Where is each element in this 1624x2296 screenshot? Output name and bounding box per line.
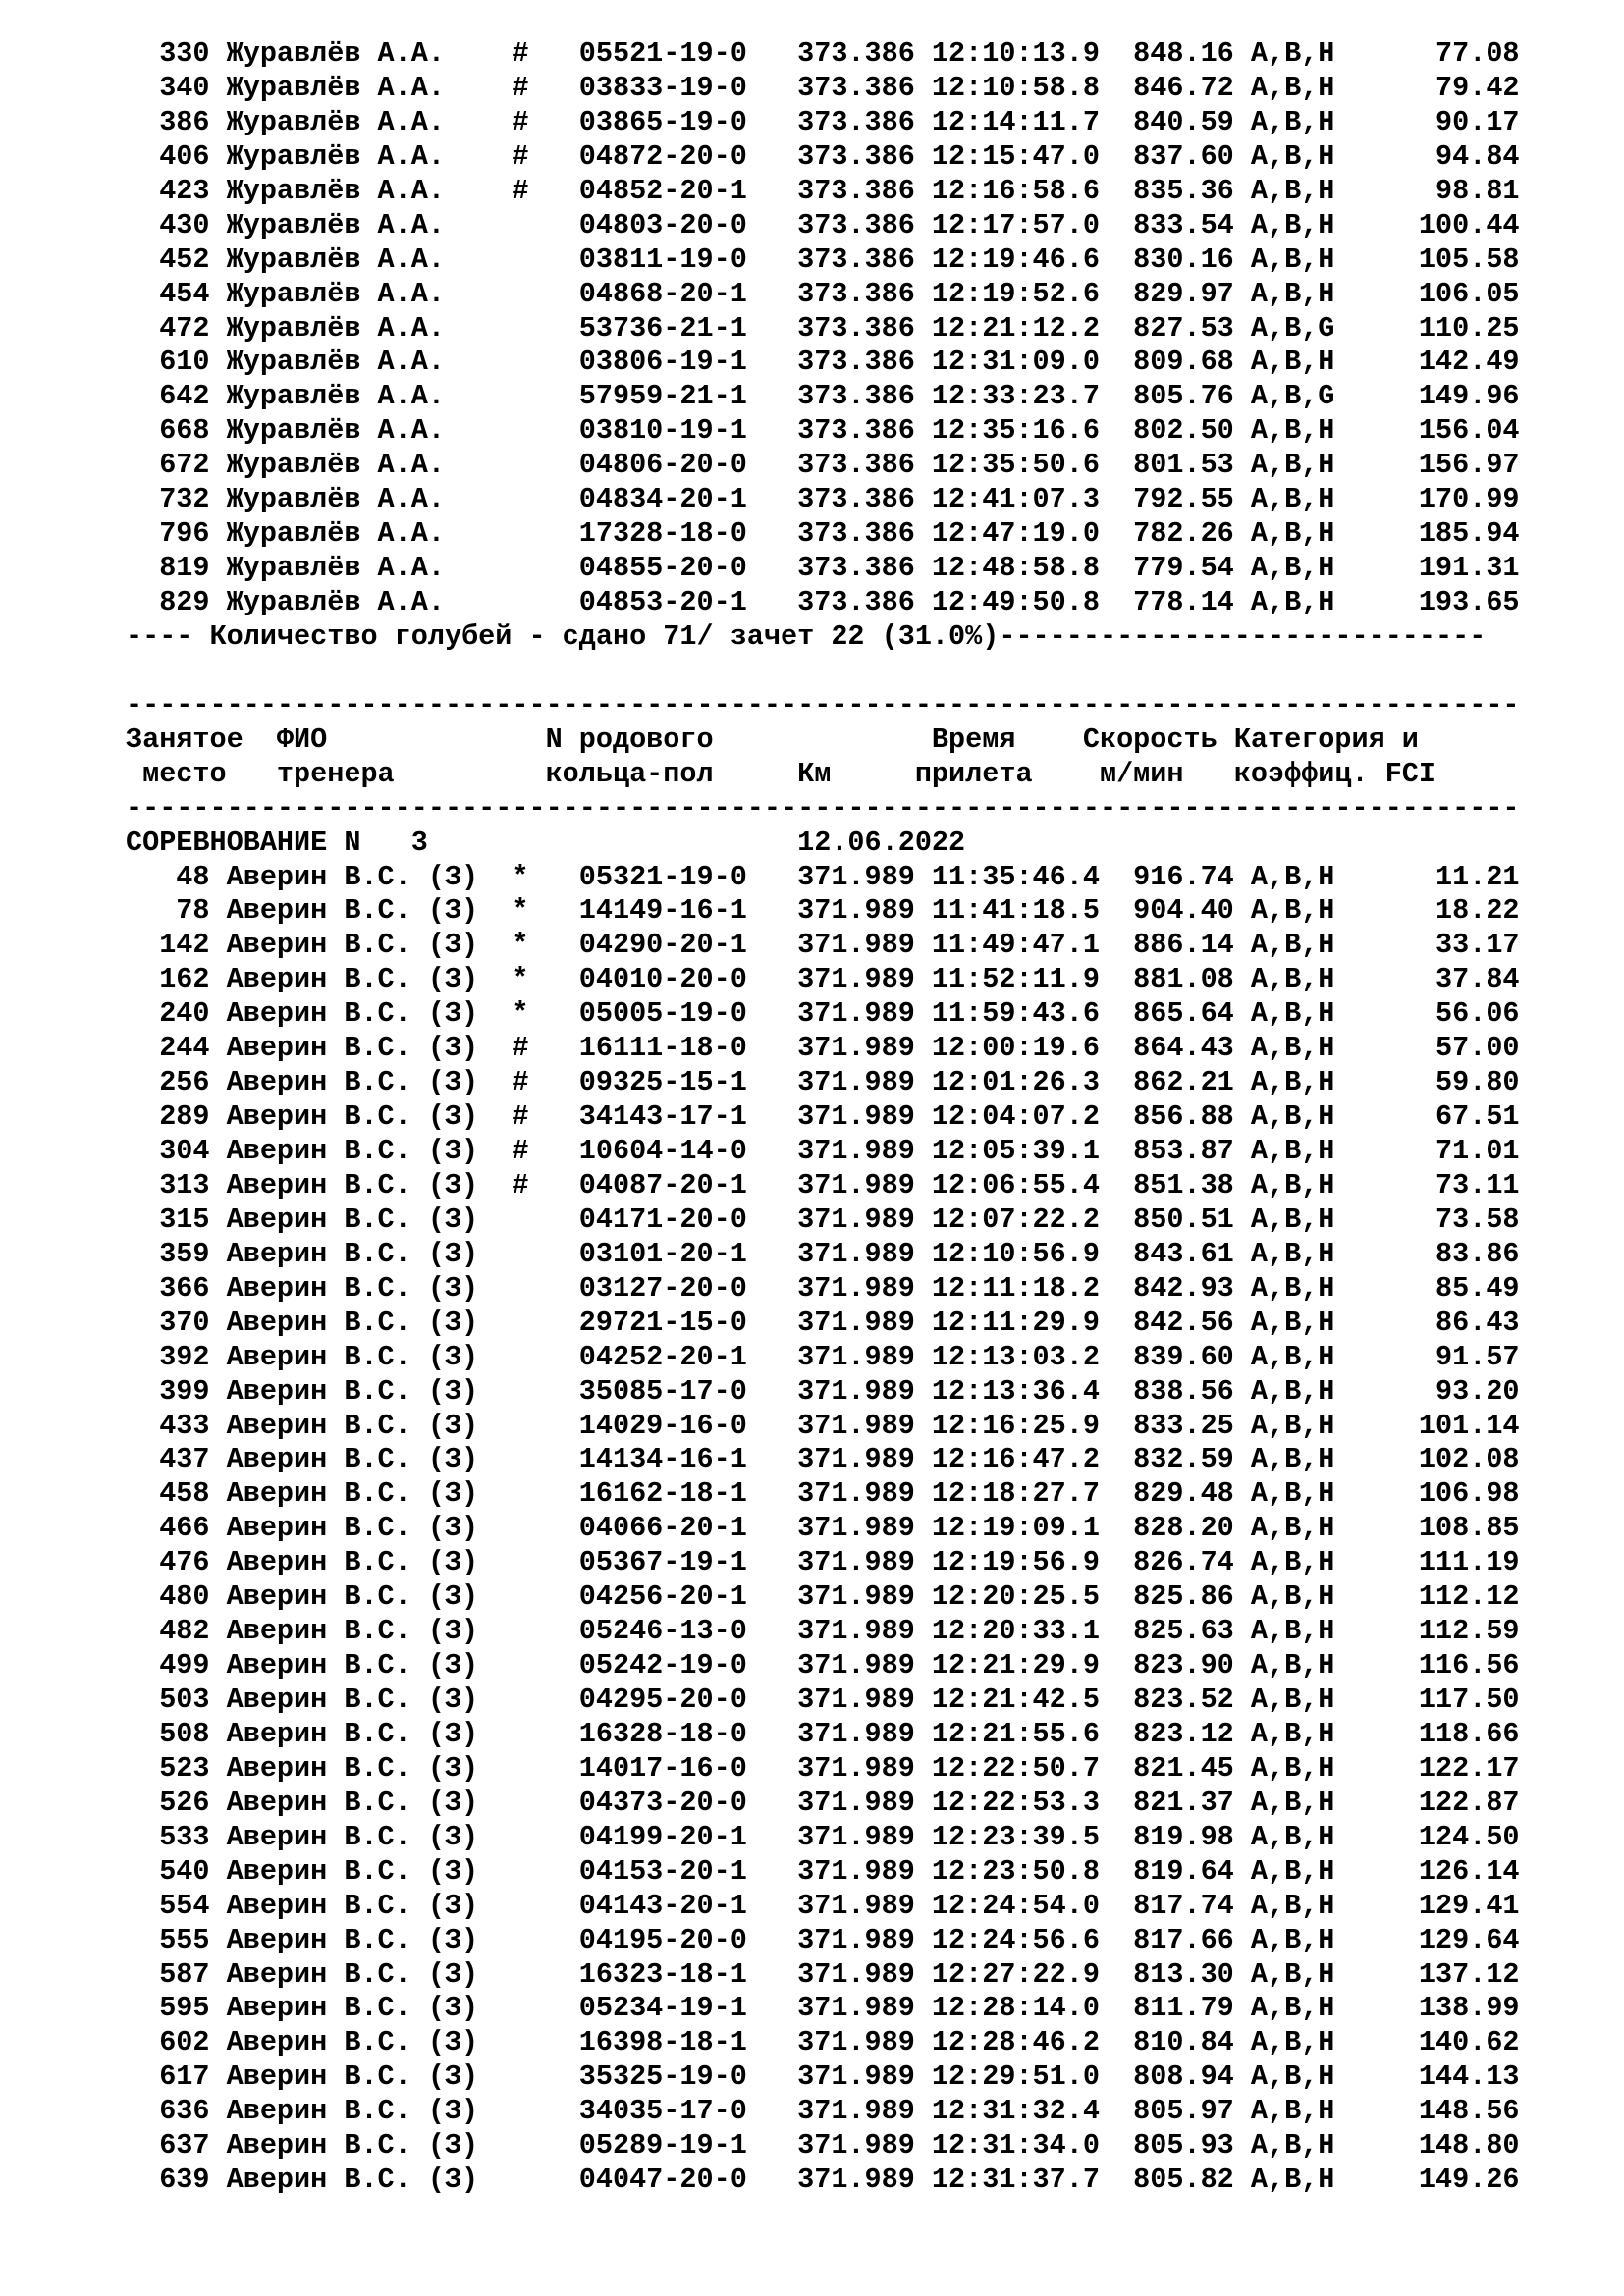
- result-row: 162 Аверин В.С. (З) * 04010-20-0 371.989 11:52:11.9 881.08 A,B,H 37.84: [126, 963, 1520, 996]
- result-row: 587 Аверин В.С. (З) 16323-18-1 371.989 12:27:22.9 813.30 A,B,H 137.12: [126, 1957, 1520, 1991]
- result-row: 330 Журавлёв А.А. # 05521-19-0 373.386 12:10:13.9 848.16 A,B,H 77.08: [126, 37, 1520, 70]
- competition-title: СОРЕВНОВАНИЕ N 3 12.06.2022: [126, 826, 966, 859]
- result-row: 399 Аверин В.С. (З) 35085-17-0 371.989 12:13:36.4 838.56 A,B,H 93.20: [126, 1374, 1520, 1408]
- summary-line: ---- Количество голубей - сдано 71/ зачет 22 (31.0%)-----------------------------: [126, 619, 1487, 653]
- result-row: 508 Аверин В.С. (З) 16328-18-0 371.989 12:21:55.6 823.12 A,B,H 118.66: [126, 1717, 1520, 1750]
- result-row: 829 Журавлёв А.А. 04853-20-1 373.386 12:49:50.8 778.14 A,B,H 193.65: [126, 586, 1520, 618]
- result-row: 386 Журавлёв А.А. # 03865-19-0 373.386 12:14:11.7 840.59 A,B,H 90.17: [126, 105, 1520, 138]
- result-row: 610 Журавлёв А.А. 03806-19-1 373.386 12:31:09.0 809.68 A,B,H 142.49: [126, 346, 1520, 379]
- result-row: 672 Журавлёв А.А. 04806-20-0 373.386 12:35:50.6 801.53 A,B,H 156.97: [126, 449, 1520, 482]
- result-row: 819 Журавлёв А.А. 04855-20-0 373.386 12:48:58.8 779.54 A,B,H 191.31: [126, 552, 1520, 585]
- result-row: 555 Аверин В.С. (З) 04195-20-0 371.989 12:24:56.6 817.66 A,B,H 129.64: [126, 1923, 1520, 1956]
- result-row: 482 Аверин В.С. (З) 05246-13-0 371.989 12:20:33.1 825.63 A,B,H 112.59: [126, 1615, 1520, 1648]
- result-row: 359 Аверин В.С. (З) 03101-20-1 371.989 12:10:56.9 843.61 A,B,H 83.86: [126, 1237, 1520, 1270]
- result-row: 499 Аверин В.С. (З) 05242-19-0 371.989 12:21:29.9 823.90 A,B,H 116.56: [126, 1649, 1520, 1682]
- result-row: 540 Аверин В.С. (З) 04153-20-1 371.989 12:23:50.8 819.64 A,B,H 126.14: [126, 1854, 1520, 1888]
- result-row: 256 Аверин В.С. (З) # 09325-15-1 371.989 12:01:26.3 862.21 A,B,H 59.80: [126, 1066, 1520, 1099]
- result-row: 452 Журавлёв А.А. 03811-19-0 373.386 12:19:46.6 830.16 A,B,H 105.58: [126, 242, 1520, 276]
- result-row: 642 Журавлёв А.А. 57959-21-1 373.386 12:33:23.7 805.76 A,B,G 149.96: [126, 380, 1520, 413]
- result-row: 636 Аверин В.С. (З) 34035-17-0 371.989 12:31:32.4 805.97 A,B,H 148.56: [126, 2095, 1520, 2128]
- results-block-averin: [126, 861, 1598, 2199]
- column-header-line-1: Занятое ФИО N родового Время Скорость Категория и: [126, 722, 1419, 756]
- result-row: 617 Аверин В.С. (З) 35325-19-0 371.989 12:29:51.0 808.94 A,B,H 144.13: [126, 2060, 1520, 2094]
- result-row: 433 Аверин В.С. (З) 14029-16-0 371.989 12:16:25.9 833.25 A,B,H 101.14: [126, 1409, 1520, 1442]
- result-row: 796 Журавлёв А.А. 17328-18-0 373.386 12:47:19.0 782.26 A,B,H 185.94: [126, 517, 1520, 551]
- result-row: 78 Аверин В.С. (З) * 14149-16-1 371.989 11:41:18.5 904.40 A,B,H 18.22: [126, 894, 1520, 928]
- result-row: 437 Аверин В.С. (З) 14134-16-1 371.989 12:16:47.2 832.59 A,B,H 102.08: [126, 1443, 1520, 1476]
- column-header-line-2: место тренера кольца-пол Км прилета м/мин коэффиц. FCI: [126, 757, 1436, 790]
- results-block-zhuravlev: [126, 37, 1598, 620]
- result-row: 423 Журавлёв А.А. # 04852-20-1 373.386 12:16:58.6 835.36 A,B,H 98.81: [126, 174, 1520, 207]
- result-row: 315 Аверин В.С. (З) 04171-20-0 371.989 12:07:22.2 850.51 A,B,H 73.58: [126, 1202, 1520, 1236]
- result-row: 430 Журавлёв А.А. 04803-20-0 373.386 12:17:57.0 833.54 A,B,H 100.44: [126, 208, 1520, 241]
- result-row: 639 Аверин В.С. (З) 04047-20-0 371.989 12:31:37.7 805.82 A,B,H 149.26: [126, 2163, 1520, 2197]
- result-row: 503 Аверин В.С. (З) 04295-20-0 371.989 12:21:42.5 823.52 A,B,H 117.50: [126, 1683, 1520, 1716]
- result-row: 526 Аверин В.С. (З) 04373-20-0 371.989 12:22:53.3 821.37 A,B,H 122.87: [126, 1786, 1520, 1819]
- result-row: 142 Аверин В.С. (З) * 04290-20-1 371.989 11:49:47.1 886.14 A,B,H 33.17: [126, 929, 1520, 962]
- result-row: 340 Журавлёв А.А. # 03833-19-0 373.386 12:10:58.8 846.72 A,B,H 79.42: [126, 71, 1520, 104]
- result-row: 48 Аверин В.С. (З) * 05321-19-0 371.989 11:35:46.4 916.74 A,B,H 11.21: [126, 860, 1520, 893]
- result-row: 240 Аверин В.С. (З) * 05005-19-0 371.989 11:59:43.6 865.64 A,B,H 56.06: [126, 997, 1520, 1031]
- result-row: 392 Аверин В.С. (З) 04252-20-1 371.989 12:13:03.2 839.60 A,B,H 91.57: [126, 1340, 1520, 1373]
- result-row: 366 Аверин В.С. (З) 03127-20-0 371.989 12:11:18.2 842.93 A,B,H 85.49: [126, 1271, 1520, 1305]
- result-row: 313 Аверин В.С. (З) # 04087-20-1 371.989 12:06:55.4 851.38 A,B,H 73.11: [126, 1168, 1520, 1201]
- header-rule-bottom: -----------------------------------------------------------------------------------: [126, 791, 1520, 825]
- result-row: 637 Аверин В.С. (З) 05289-19-1 371.989 12:31:34.0 805.93 A,B,H 148.80: [126, 2129, 1520, 2163]
- header-rule-top: -----------------------------------------------------------------------------------: [126, 688, 1520, 721]
- result-row: 304 Аверин В.С. (З) # 10604-14-0 371.989 12:05:39.1 853.87 A,B,H 71.01: [126, 1135, 1520, 1167]
- results-document: [126, 37, 1598, 2198]
- result-row: 668 Журавлёв А.А. 03810-19-1 373.386 12:35:16.6 802.50 A,B,H 156.04: [126, 414, 1520, 448]
- result-row: 480 Аверин В.С. (З) 04256-20-1 371.989 12:20:25.5 825.86 A,B,H 112.12: [126, 1580, 1520, 1614]
- result-row: 732 Журавлёв А.А. 04834-20-1 373.386 12:41:07.3 792.55 A,B,H 170.99: [126, 483, 1520, 516]
- blank-spacer: [126, 655, 1598, 689]
- result-row: 454 Журавлёв А.А. 04868-20-1 373.386 12:19:52.6 829.97 A,B,H 106.05: [126, 277, 1520, 310]
- result-row: 602 Аверин В.С. (З) 16398-18-1 371.989 12:28:46.2 810.84 A,B,H 140.62: [126, 2026, 1520, 2059]
- result-row: 472 Журавлёв А.А. 53736-21-1 373.386 12:21:12.2 827.53 A,B,G 110.25: [126, 311, 1520, 345]
- result-row: 406 Журавлёв А.А. # 04872-20-0 373.386 12:15:47.0 837.60 A,B,H 94.84: [126, 139, 1520, 173]
- result-row: 523 Аверин В.С. (З) 14017-16-0 371.989 12:22:50.7 821.45 A,B,H 122.17: [126, 1751, 1520, 1785]
- result-row: 466 Аверин В.С. (З) 04066-20-1 371.989 12:19:09.1 828.20 A,B,H 108.85: [126, 1512, 1520, 1545]
- result-row: 595 Аверин В.С. (З) 05234-19-1 371.989 12:28:14.0 811.79 A,B,H 138.99: [126, 1992, 1520, 2025]
- result-row: 533 Аверин В.С. (З) 04199-20-1 371.989 12:23:39.5 819.98 A,B,H 124.50: [126, 1820, 1520, 1853]
- result-row: 244 Аверин В.С. (З) # 16111-18-0 371.989 12:00:19.6 864.43 A,B,H 57.00: [126, 1032, 1520, 1065]
- result-row: 476 Аверин В.С. (З) 05367-19-1 371.989 12:19:56.9 826.74 A,B,H 111.19: [126, 1546, 1520, 1579]
- result-row: 289 Аверин В.С. (З) # 34143-17-1 371.989 12:04:07.2 856.88 A,B,H 67.51: [126, 1100, 1520, 1134]
- result-row: 458 Аверин В.С. (З) 16162-18-1 371.989 12:18:27.7 829.48 A,B,H 106.98: [126, 1477, 1520, 1511]
- result-row: 554 Аверин В.С. (З) 04143-20-1 371.989 12:24:54.0 817.74 A,B,H 129.41: [126, 1889, 1520, 1922]
- result-row: 370 Аверин В.С. (З) 29721-15-0 371.989 12:11:29.9 842.56 A,B,H 86.43: [126, 1306, 1520, 1339]
